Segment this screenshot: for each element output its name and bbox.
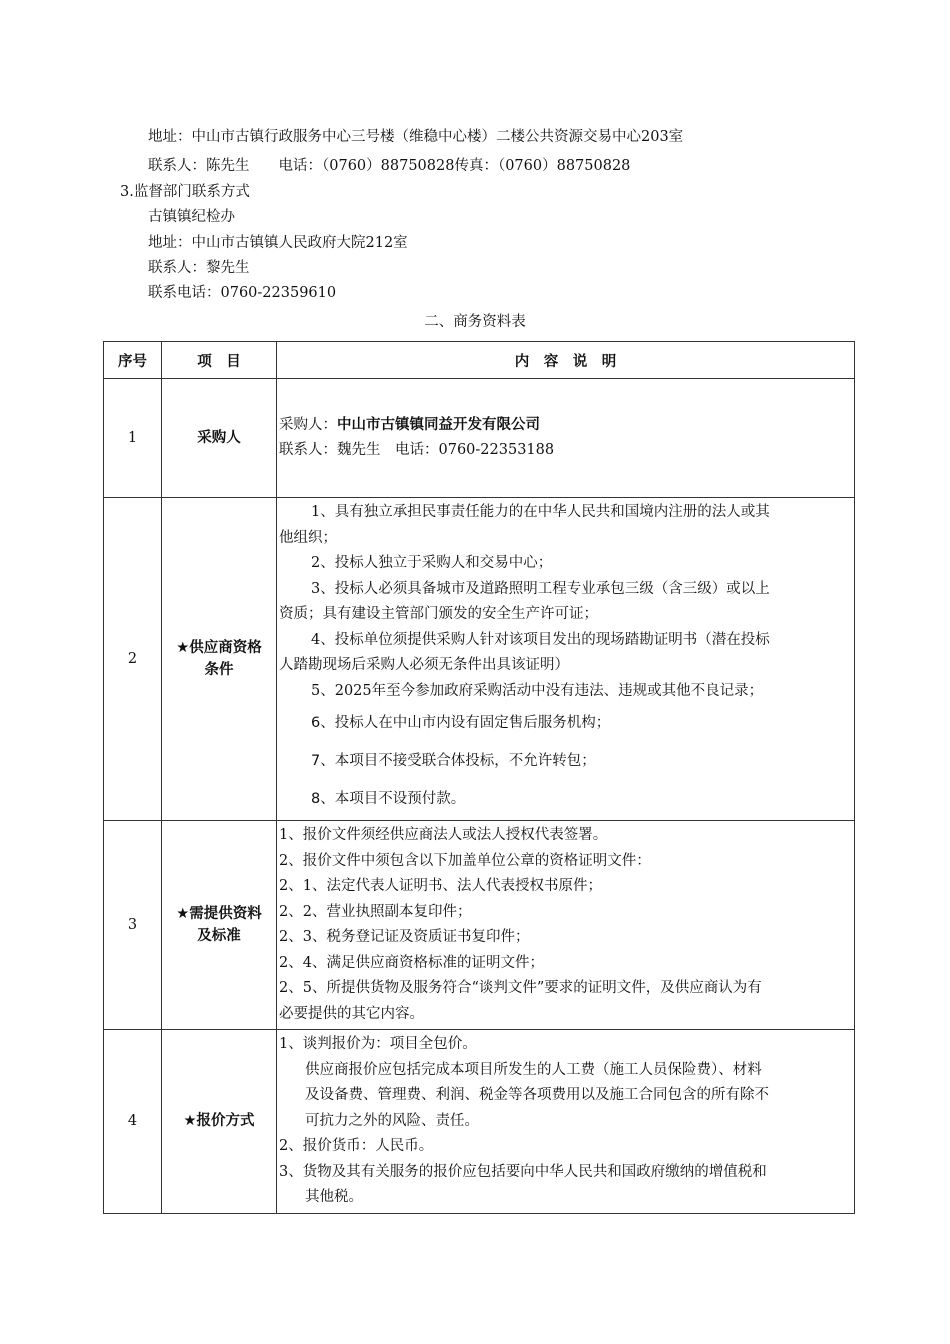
row-item-line: 及标准 [197, 928, 241, 944]
header-item: 项 目 [162, 342, 277, 379]
list-item: 资质；具有建设主管部门颁发的安全生产许可证； [279, 606, 598, 622]
list-item: 及设备费、管理费、利润、税金等各项费用以及施工合同包含的所有除不 [305, 1087, 769, 1103]
row-no: 1 [104, 379, 162, 498]
business-info-table [103, 341, 855, 1214]
row-item-line: ★需提供资料 [176, 906, 262, 922]
row-content [277, 821, 855, 1030]
list-item: 必要提供的其它内容。 [279, 1005, 424, 1022]
list-item: 8、本项目不设预付款。 [311, 791, 466, 807]
table-header-row [104, 342, 855, 379]
row-content [277, 498, 855, 821]
list-item: 2、1、法定代表人证明书、法人代表授权书原件； [279, 878, 602, 894]
list-item: 1、谈判报价为：项目全包价。 [279, 1036, 477, 1052]
list-item: 5、2025年至今参加政府采购活动中没有违法、违规或其他不良记录； [311, 682, 764, 699]
purchaser-contact: 联系人：魏先生 电话：0760-22353188 [279, 442, 555, 458]
row-content [277, 379, 855, 498]
list-item: 3、货物及其有关服务的报价应包括要向中华人民共和国政府缴纳的增值税和 [279, 1163, 767, 1180]
purchaser-label: 采购人： [279, 416, 337, 433]
list-item: 可抗力之外的风险、责任。 [305, 1112, 479, 1129]
row-item [162, 821, 277, 1030]
table-caption: 二、商务资料表 [424, 314, 526, 330]
list-item: 供应商报价应包括完成本项目所发生的人工费（施工人员保险费）、材料 [305, 1061, 762, 1078]
list-item: 2、4、满足供应商资格标准的证明文件； [279, 954, 544, 971]
list-item: 3、投标人必须具备城市及道路照明工程专业承包三级（含三级）或以上 [311, 580, 770, 597]
table-row [104, 498, 855, 821]
list-item: 1、报价文件须经供应商法人或法人授权代表签署。 [279, 827, 608, 843]
list-item: 2、报价文件中须包含以下加盖单位公章的资格证明文件： [279, 852, 651, 869]
row-no: 2 [104, 498, 162, 821]
list-item: 2、2、营业执照副本复印件； [279, 903, 472, 920]
row-item-line: 条件 [204, 662, 234, 678]
row-no: 3 [104, 821, 162, 1030]
row-item: 采购人 [162, 379, 277, 498]
list-item: 2、投标人独立于采购人和交易中心； [311, 555, 553, 571]
list-item: 2、3、税务登记证及资质证书复印件； [279, 929, 530, 945]
row-no: 4 [104, 1030, 162, 1214]
list-item: 人踏勘现场后采购人必须无条件出具该证明） [279, 657, 569, 673]
list-item: 2、5、所提供货物及服务符合“谈判文件”要求的证明文件，及供应商认为有 [279, 980, 762, 996]
section-heading-supervision: 3.监督部门联系方式 [120, 184, 250, 200]
table-row [104, 1030, 855, 1214]
supervision-address: 地址：中山市古镇镇人民政府大院212室 [148, 235, 408, 251]
list-item: 1、具有独立承担民事责任能力的在中华人民共和国境内注册的法人或其 [311, 504, 770, 520]
header-content: 内 容 说 明 [277, 342, 855, 379]
list-item: 4、投标单位须提供采购人针对该项目发出的现场踏勘证明书（潜在投标 [311, 631, 770, 648]
list-item: 其他税。 [305, 1189, 363, 1205]
list-item: 他组织； [279, 529, 337, 546]
supervision-contact: 联系人：黎先生 [148, 260, 250, 276]
table-row [104, 379, 855, 498]
list-item: 7、本项目不接受联合体投标，不允许转包； [311, 753, 596, 769]
supervision-phone: 联系电话：0760-22359610 [148, 285, 337, 301]
list-item: 2、报价货币：人民币。 [279, 1138, 434, 1154]
supervision-office: 古镇镇纪检办 [148, 209, 235, 225]
row-content [277, 1030, 855, 1214]
row-item: ★报价方式 [162, 1030, 277, 1214]
purchaser-name: 中山市古镇镇同益开发有限公司 [337, 416, 540, 433]
row-item [162, 498, 277, 821]
table-row [104, 821, 855, 1030]
row-item-line: ★供应商资格 [176, 640, 262, 656]
address-line: 地址：中山市古镇行政服务中心三号楼（维稳中心楼）二楼公共资源交易中心203室 [148, 129, 684, 145]
header-no: 序号 [104, 342, 162, 379]
contact-line: 联系人：陈先生 电话：（0760）88750828传真：（0760）88750828 [148, 158, 631, 174]
list-item: 6、投标人在中山市内设有固定售后服务机构； [311, 715, 611, 731]
